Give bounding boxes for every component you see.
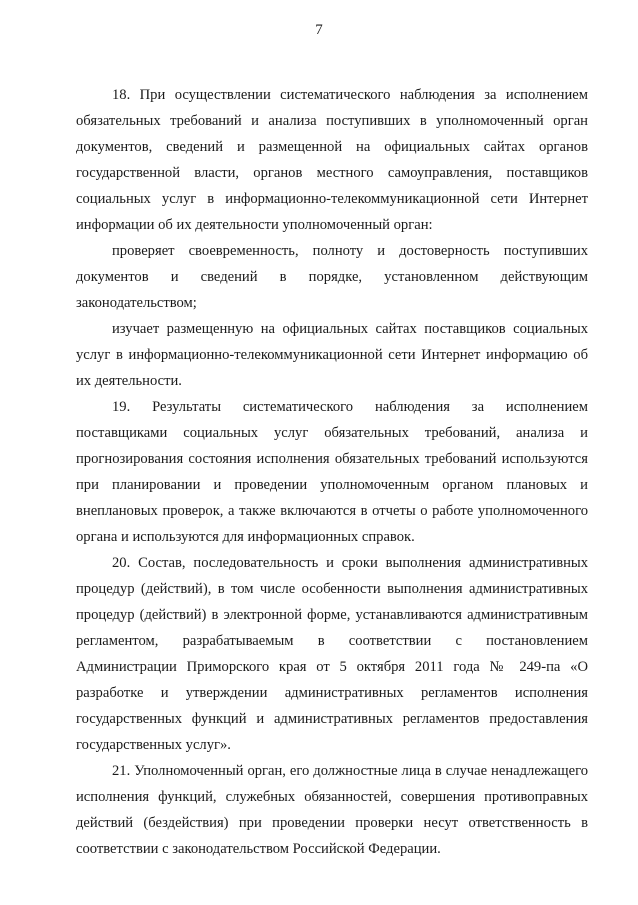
document-body	[76, 82, 588, 862]
paragraph-18-item-2: изучает размещенную на официальных сайтах поставщиков социальных услуг в информационно-телекоммуникационной сети Интернет информацию об их деятельности.	[76, 321, 588, 389]
paragraph-18-item-1: проверяет своевременность, полноту и достоверность поступивших документов и сведений в порядке, установленном действующим законодательством;	[76, 243, 588, 311]
paragraph-21: 21. Уполномоченный орган, его должностные лица в случае ненадлежащего исполнения функций, служебных обязанностей, совершения противоправных действий (бездействия) при проведении проверки несут ответственность в соответствии с законодательством Российской Федерации.	[76, 763, 588, 857]
page-number: 7	[315, 22, 323, 38]
paragraph-20: 20. Состав, последовательность и сроки выполнения административных процедур (действий), в том числе особенности выполнения административных процедур (действий) в электронной форме, устанавливаются административным регламентом, разрабатываемым в соответствии с постановлением Администрации Приморского края от 5 октября 2011 года № 249-па «О разработке и утверждении административных регламентов исполнения государственных функций и административных регламентов предоставления государственных услуг».	[76, 555, 588, 753]
paragraph-19: 19. Результаты систематического наблюдения за исполнением поставщиками социальных услуг обязательных требований, анализа и прогнозирования состояния исполнения обязательных требований используются при планировании и проведении уполномоченным органом плановых и внеплановых проверок, а также включаются в отчеты о работе уполномоченного органа и используются для информационных справок.	[76, 399, 588, 545]
paragraph-18: 18. При осуществлении систематического наблюдения за исполнением обязательных требований и анализа поступивших в уполномоченный орган документов, сведений и размещенной на официальных сайтах органов государственной власти, органов местного самоуправления, поставщиков социальных услуг в информационно-телекоммуникационной сети Интернет информации об их деятельности уполномоченный орган:	[76, 87, 588, 233]
